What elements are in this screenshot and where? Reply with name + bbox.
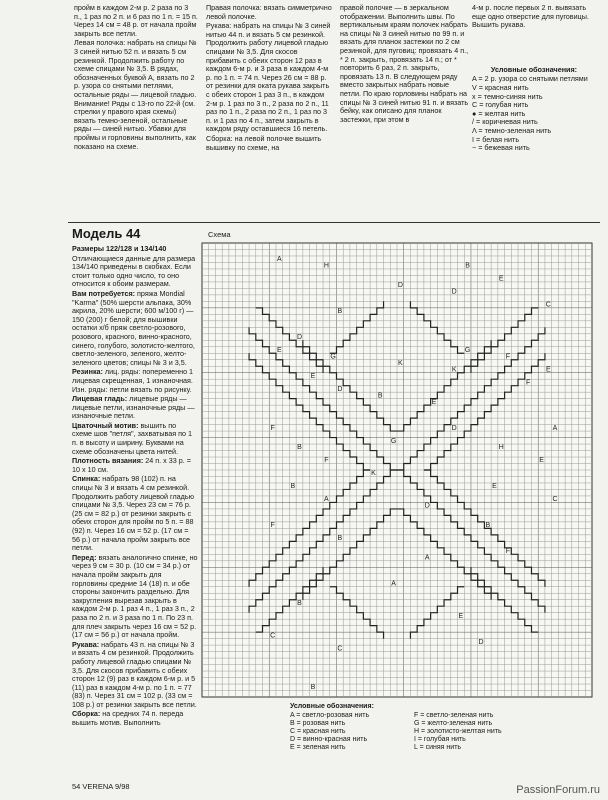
chart-symbol: H [323, 262, 329, 270]
legend-item: E = зеленая нить [290, 744, 346, 751]
model-title: Модель 44 [72, 226, 141, 241]
chart-symbol: D [424, 502, 430, 510]
chart-symbol: B [377, 392, 383, 400]
chart-symbol: H [498, 444, 504, 452]
chart-symbol: G [390, 437, 397, 445]
legend-item: Λ = темно-зеленая нить [472, 125, 552, 135]
chart-symbol: D [451, 288, 457, 296]
paragraph-heading: Лицевая гладь: [72, 394, 128, 404]
chart-symbol: B [297, 599, 302, 607]
instruction-paragraph: Вам потребуется: пряжа Mondial "Karma" (50% шерсти альпака, 30% акрила, 20% шерсти; 600 м/100 г) — 150 (200) г белой; для вышивки остатки х/б пряж светло-розового, розового, красного, винно-красного, синего, голубого, золотисто-желтого, светло-зеленого, зеленого, желто-зеленого цветов; спицы № 3 и 3,5. [72, 288, 195, 367]
chart-symbol: B [310, 684, 316, 692]
chart-symbol: C [337, 645, 343, 653]
chart-symbol: E [545, 366, 551, 374]
chart-symbol: G [464, 346, 471, 354]
instruction-paragraph: Спинка: набрать 98 (102) п. на спицы № 3 и вязать 4 см резинкой. Продолжить работу лицевой гладью спицами № 3,5. Через 23 см = 76 р. (25 см = 82 р.) от резинки закрыть с обеих сторон для пройм по 5 п. = 88 (92) п. Через 16 см = 52 р. (17 см = 56 р.) от начала пройм закрыть все петли. [72, 474, 194, 553]
chart-symbol: E [492, 483, 497, 491]
instruction-paragraph: Плотность вязания: 24 п. х 33 р. = 10 х 10 см. [72, 456, 191, 474]
legend-item: ● = желтая нить [472, 108, 526, 118]
chart-symbol: B [337, 535, 343, 543]
chart-symbol: F [324, 457, 329, 465]
legend-item: / = коричневая нить [472, 117, 538, 127]
chart-symbol: K [451, 366, 457, 374]
legend-item: F = светло-зеленая нить [414, 712, 494, 719]
text-column-2 [206, 4, 332, 153]
chart-title: Схема [208, 230, 231, 239]
chart-symbol: A [424, 554, 430, 562]
chart-symbol: E [431, 398, 437, 406]
paragraph-heading: Вам потребуется: [72, 288, 136, 298]
model-44-article [72, 226, 198, 729]
paragraph-heading: Резинка: [72, 367, 103, 377]
chart-symbol: A [552, 424, 558, 432]
instruction-paragraph: Лицевая гладь: лицевые ряды — лицевые петли, изнаночные ряды — изнаночные петли. [72, 394, 195, 421]
paragraph-heading: Цваточный мотив: [72, 420, 139, 430]
instruction-paragraph: Сборка: на средних 74 п. переда вышить мотив. Выполнить [72, 709, 184, 728]
legend-item: A = 2 р. узора со снятыми петлями [472, 74, 588, 84]
chart-symbol: B [465, 262, 470, 270]
paragraph-heading: Рукава: [72, 639, 100, 649]
instruction-paragraph: Рукава: набрать 43 п. на спицы № 3 и вязать 4 см резинкой. Продолжить работу лицевой гладью спицами № 3,5. Для скосов прибавить с обеих сторон 12 (9) раз в каждом 6-м р. и 5 (11) раз в каждом 4-м р. по 1 п. = 77 (83) п. Через 31 см = 102 р. (33 см = 108 р.) от резинки закрыть все петли. [72, 639, 197, 709]
legend-item: D = винно-красная нить [290, 736, 368, 743]
chart-symbol: B [485, 522, 491, 530]
instruction-paragraph [72, 245, 198, 254]
chart-symbol: C [545, 301, 551, 309]
section-divider [68, 222, 600, 223]
paragraph-heading: Плотность вязания: [72, 456, 144, 466]
legend-item: H = золотисто-желтая нить [414, 728, 502, 735]
chart-symbol: D [478, 638, 484, 646]
chart-symbol: D [397, 282, 403, 290]
watermark: PassionForum.ru [516, 784, 600, 796]
legend-item: C = голубая нить [472, 100, 529, 110]
paragraph-heading: Спинка: [72, 474, 101, 484]
legend-item: x = темно-синяя нить [472, 91, 543, 101]
instruction-paragraph: Отличающиеся данные для размера 134/140 приведены в скобках. Если стоит только одно число, то оно относится к обоим размерам. [72, 253, 196, 289]
legend-item: B = розовая нить [290, 720, 346, 727]
chart-symbol: D [337, 385, 343, 393]
instruction-paragraph: Резинка: лиц. ряды: попеременно 1 лицевая скрещенная, 1 изнаночная. Изн. ряды: петли вязать по рисунку. [72, 367, 194, 394]
legend-item: V = красная нить [472, 82, 529, 92]
chart-symbol: F [270, 424, 275, 432]
chart-symbol: D [296, 333, 303, 341]
paragraph: правой полочке — в зеркальном отображении. Выполнить швы. По вертикальным краям полочек набрать на спицы № 3 синей нитью по 99 п. и вязать для планок застежки по 2 см резинкой, для пуговиц: провязать 4 п., * 2 п. закрыть, провязать 14 п.; от * повторить 6 раз, 2 п. закрыть, провязать 13 п. В следующем ряду вместо закрытых набрать новые петли. По краю горловины набрать на спицы № 3 синей нитью 91 п. и вязать бейку, как описано для планок застежки, при этом в [340, 3, 469, 124]
legend-column-right [414, 712, 564, 752]
chart-symbol: B [290, 483, 296, 491]
chart-symbol: K [398, 359, 403, 367]
text-column-4 [472, 4, 596, 153]
chart-symbol: K [371, 470, 376, 478]
paragraph: Сборка: на левой полочке вышить вышивку по схеме, на [206, 133, 322, 152]
text-column-3 [340, 4, 470, 125]
chart-symbol: F [525, 379, 531, 387]
chart-symbol: G [330, 353, 336, 361]
paragraph: Правая полочка: вязать симметрично левой полочке. [206, 3, 332, 21]
paragraph: 4-м р. после первых 2 п. вывязать еще одно отверстие для пуговицы. Вышить рукава. [472, 3, 589, 30]
legend-item: L = синяя нить [414, 744, 462, 751]
legend-item: C = красная нить [290, 728, 346, 735]
chart-symbol: E [539, 457, 544, 465]
paragraph-heading: Сборка: [72, 709, 101, 719]
legend-title: Условные обозначения: [290, 703, 374, 710]
paragraph: пройм в каждом 2-м р. 2 раза по 3 п., 1 раз по 2 п. и 6 раз по 1 п. = 15 п. Через 14 см = 48 р. от начала пройм закрыть все петли. [74, 3, 198, 38]
legend-item: I = голубая нить [414, 736, 466, 743]
legend-item: I = белая нить [472, 134, 520, 144]
chart-symbol: E [276, 346, 282, 354]
chart-symbol: E [458, 612, 464, 620]
instruction-paragraph: Перед: вязать аналогично спинке, но через 9 см = 30 р. (10 см = 34 р.) от начала пройм закрыть для горловины средние 14 (18) п. и обе стороны закончить раздельно. Для закругления вырезав закрыть в каждом 2-м р. 1 раз 4 п., 1 раз 3 п., 2 раза по 2 п. и 3 раза по 1 п. По 23 п. для плеч закрыть через 16 см = 52 р. (17 см = 56 р.) от начала пройм. [72, 552, 198, 640]
legend-title: Условные обозначения: [490, 64, 578, 74]
symbol-legend [472, 66, 596, 153]
chart-symbol: A [391, 580, 396, 588]
chart-symbol: A [276, 256, 282, 264]
chart-symbol: E [498, 275, 504, 283]
instruction-paragraph: Цваточный мотив: вышить по схеме шов "петля", захватывая по 1 п. в высоту и ширину. Буквами на схеме обозначены цвета нитей. [72, 420, 193, 456]
page-footer: 54 VERENA 9/98 [72, 782, 130, 791]
legend-item: A = светло-розовая нить [290, 712, 370, 719]
paragraph-heading: Перед: [72, 552, 97, 562]
chart-symbol: A [324, 496, 329, 504]
chart-symbol: D [451, 424, 457, 432]
paragraph-heading: Размеры 122/128 и 134/140 [72, 244, 167, 253]
chart-symbol: F [270, 522, 275, 530]
chart-symbol: F [505, 353, 511, 361]
embroidery-chart [198, 241, 596, 699]
chart-symbol: E [310, 372, 316, 380]
chart-legend [288, 703, 598, 751]
paragraph: Левая полочка: набрать на спицы № 3 синей нитью 52 п. и вязать 5 см резинкой. Продолжить работу по схеме спицами № 3,5. В рядах, обозначенных буквой А, вязать по 2 р. узора со снятыми петлями, остальные ряды — лицевой гладью. Внимание! Ряды с 13-го по 22-й (см. стрелки у правого края схемы) вязать темно-зеленой, остальные ряды — синей нитью. Убавки для проймы и горловины выполнить, как показано на схеме. [74, 38, 197, 151]
paragraph: Рукава: набрать на спицы № 3 синей нитью 44 п. и вязать 5 см резинкой. Продолжить работу лицевой гладью спицами № 3,5. Для скосов прибавить с обеих сторон 12 раз в каждом 6-м р. и 3 раза в каждом 4-м р. по 1 п. = 74 п. Через 26 см = 88 р. от резинки для оката рукава закрыть с обеих сторон 1 раз 3 п., в каждом 2-м р. 1 раз по 3 п., 2 раза по 2 п., 11 раз по 1 п., 2 раза по 2 п., 1 раз по 3 п. и 1 раз по 4 п., затем закрыть в каждом ряду оставшиеся 16 петель. [206, 21, 331, 134]
legend-item: − = бежевая нить [472, 143, 530, 153]
chart-symbol: B [337, 308, 343, 316]
text-column-1 [74, 4, 198, 152]
legend-item: G = желто-зеленая нить [414, 720, 493, 727]
chart-symbol: F [505, 548, 511, 556]
chart-symbol: C [552, 496, 558, 504]
model-instructions [72, 245, 198, 728]
chart-symbol: B [297, 444, 302, 452]
chart-symbol: C [270, 632, 276, 640]
